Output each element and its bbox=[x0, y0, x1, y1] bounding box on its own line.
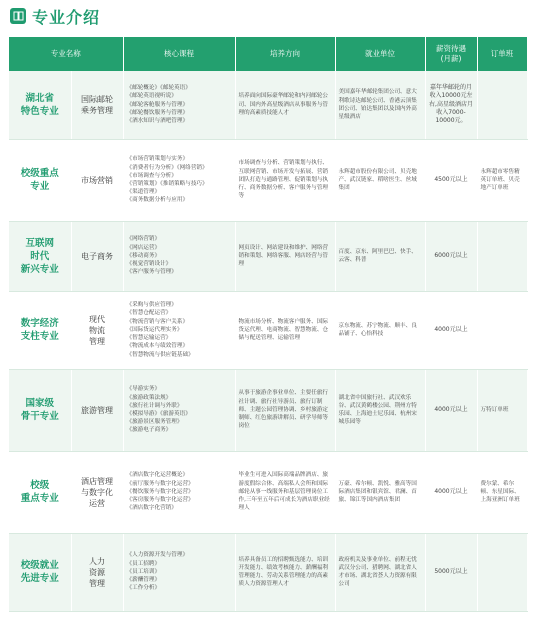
training-direction: 从事于旅游企事业单位、主要任旅行社计调、旅行社导游员、旅行订制师、主题公园管理协调、乡村旅游定制师、红色旅游讲解员、研学导师等岗位 bbox=[235, 369, 335, 451]
course-item: 《人力资源开发与管理》 bbox=[126, 552, 189, 559]
employers: 百度、京东、阿里巴巴、快手、云客、科普 bbox=[335, 221, 425, 291]
column-header: 培养方向 bbox=[235, 37, 335, 71]
table-row bbox=[9, 221, 527, 291]
core-courses bbox=[123, 71, 235, 139]
column-header: 薪资待遇 (月薪) bbox=[425, 37, 477, 71]
table-row bbox=[9, 369, 527, 451]
course-item: 《客户服务与管理》 bbox=[126, 269, 177, 276]
course-item: 《采购与供应管理》 bbox=[126, 302, 177, 309]
course-item: 《邮轮英语视听说》 bbox=[126, 93, 177, 100]
table-row bbox=[9, 291, 527, 369]
course-item: 《邮轮餐饮服务与管理》 bbox=[126, 109, 189, 116]
course-item: 《旅游电子商务》 bbox=[126, 427, 172, 434]
course-item: 《旅游景区服务管理》 bbox=[126, 419, 183, 426]
major-name: 旅游管理 bbox=[71, 369, 123, 451]
employers: 政府机关及事业单位、前程无忧武汉分公司、猎聘网、湖北省人才市场、湖北省荟人力资源有限公司 bbox=[335, 533, 425, 611]
major-name: 现代 物流 管理 bbox=[71, 291, 123, 369]
salary: 嘉年华邮轮的月收入10000元左右,高星级酒店月收入7000-10000元。 bbox=[425, 71, 477, 139]
course-item: 《智慧运输运营》 bbox=[126, 335, 172, 342]
core-courses bbox=[123, 533, 235, 611]
column-header: 核心课程 bbox=[123, 37, 235, 71]
employers: 湖北省中国旅行社、武汉欢乐谷、武汉黄鹤楼公园、荆州方特乐园、上海迪士尼乐园、杭州宋城乐园等 bbox=[335, 369, 425, 451]
course-item: 《前厅服务与数字化运营》 bbox=[126, 480, 194, 487]
course-item: 《员工培训》 bbox=[126, 568, 161, 575]
order-class: 万特订单班 bbox=[477, 369, 527, 451]
course-item: 《酒店数字化运营概论》 bbox=[126, 472, 189, 479]
section-title: 专业介绍 bbox=[32, 7, 101, 27]
course-item: 《视觉营销设计》 bbox=[126, 261, 172, 268]
training-direction: 物流市场分析、物流客户服务、国际货运代理、电商物流、智慧物流、仓储与配送管理、运输管理 bbox=[235, 291, 335, 369]
course-item: 《导游实务》 bbox=[126, 386, 161, 393]
course-item: 《员工招聘》 bbox=[126, 560, 161, 567]
table-row bbox=[9, 71, 527, 139]
course-item: 《智慧物流与供应链基础》 bbox=[126, 351, 194, 358]
course-item: 《邮轮概论》《邮轮英语》 bbox=[126, 85, 191, 92]
major-name: 酒店管理 与数字化 运营 bbox=[71, 451, 123, 533]
course-item: 《邮轮客舱服务与管理》 bbox=[126, 101, 189, 108]
feature-label: 校级 重点专业 bbox=[9, 451, 71, 533]
order-class bbox=[477, 533, 527, 611]
table-row bbox=[9, 533, 527, 611]
order-class bbox=[477, 221, 527, 291]
course-item: 《渠道管理》 bbox=[126, 189, 161, 196]
feature-label: 互联网 时代 新兴专业 bbox=[9, 221, 71, 291]
course-item: 《国际货运代理实务》 bbox=[126, 326, 183, 333]
salary: 4500元以上 bbox=[425, 139, 477, 221]
employers: 京东物流、苏宁物流、顺丰、良品铺子、心怡科技 bbox=[335, 291, 425, 369]
table-row bbox=[9, 139, 527, 221]
course-item: 《酒店数字化营销》 bbox=[126, 505, 177, 512]
order-class: 费尔蒙、希尔顿、东星国际、上海亚洲订单班 bbox=[477, 451, 527, 533]
core-courses bbox=[123, 369, 235, 451]
order-class bbox=[477, 71, 527, 139]
course-item: 《餐饮服务与数字化运营》 bbox=[126, 488, 194, 495]
core-courses bbox=[123, 291, 235, 369]
training-direction: 培养面向国际豪华邮轮和内河邮轮公司、国内外高星级酒店从事服务与管理的高素质技能人才 bbox=[235, 71, 335, 139]
course-item: 《网店运营》 bbox=[126, 244, 161, 251]
major-name: 市场营销 bbox=[71, 139, 123, 221]
course-item: 《网络营销》 bbox=[126, 236, 161, 243]
major-name: 国际邮轮 乘务管理 bbox=[71, 71, 123, 139]
course-item: 《商务数据分析与应用》 bbox=[126, 197, 189, 204]
training-direction: 市场调查与分析、营销策划与执行、互联网营销、市场开发与拓展、营销团队打造与通路管理、促销策划与执行、商务数据分析、客户服务与管理等 bbox=[235, 139, 335, 221]
course-item: 《营销策划》《推销策略与技巧》 bbox=[126, 181, 208, 187]
table-row bbox=[9, 451, 527, 533]
course-item: 《旅行社计调与外联》 bbox=[126, 402, 183, 409]
column-header: 订单班 bbox=[477, 37, 527, 71]
salary: 4000元以上 bbox=[425, 451, 477, 533]
feature-label: 校级就业 先进专业 bbox=[9, 533, 71, 611]
employers: 万豪、希尔顿、凯悦、雅高等国际酒店集团和银宾馆、君澜、首旅、锦江等国内酒店集团 bbox=[335, 451, 425, 533]
course-item: 《工作分析》 bbox=[126, 585, 161, 592]
course-item: 《旅游政策法规》 bbox=[126, 394, 172, 401]
feature-label: 湖北省 特色专业 bbox=[9, 71, 71, 139]
salary: 6000元以上 bbox=[425, 221, 477, 291]
table-header-row bbox=[9, 37, 527, 71]
course-item: 《移动商务》 bbox=[126, 252, 161, 259]
salary: 5000元以上 bbox=[425, 533, 477, 611]
core-courses bbox=[123, 221, 235, 291]
book-icon bbox=[10, 8, 26, 24]
course-item: 《物流营销与客户关系》 bbox=[126, 318, 189, 325]
feature-label: 校级重点 专业 bbox=[9, 139, 71, 221]
column-header: 专业名称 bbox=[9, 37, 123, 71]
course-item: 《客房服务与数字化运营》 bbox=[126, 497, 194, 504]
course-item: 《薪酬管理》 bbox=[126, 577, 161, 584]
core-courses bbox=[123, 139, 235, 221]
employers: 永辉超市股份有限公司、贝壳地产、武汉链家、稻啥医生、丝域集团 bbox=[335, 139, 425, 221]
feature-label: 国家级 骨干专业 bbox=[9, 369, 71, 451]
order-class bbox=[477, 291, 527, 369]
course-item: 《模拟导游》《旅游英语》 bbox=[126, 411, 191, 417]
course-item: 《物流成本与绩效管理》 bbox=[126, 343, 189, 350]
training-direction: 毕业生可进入国际高端品牌酒店、旅游度假综合体、高端私人会所和国际邮轮从事一线服务和基层管理岗位工作,三年至五年后可成长为酒店职业经理人 bbox=[235, 451, 335, 533]
course-item: 《市场调查与分析》 bbox=[126, 172, 177, 179]
order-class: 永辉超市零售精英订单班、贝壳地产订单班 bbox=[477, 139, 527, 221]
feature-label: 数字经济 支柱专业 bbox=[9, 291, 71, 369]
course-item: 《智慧仓配运营》 bbox=[126, 310, 172, 317]
course-item: 《酒水知识与酒吧管理》 bbox=[126, 118, 189, 125]
training-direction: 网页设计、网站建设和维护、网络营销和策划、网络客服、网店经营与管理 bbox=[235, 221, 335, 291]
major-table bbox=[9, 37, 528, 612]
salary: 4000元以上 bbox=[425, 369, 477, 451]
major-name: 人力 资源 管理 bbox=[71, 533, 123, 611]
column-header: 就业单位 bbox=[335, 37, 425, 71]
section-header bbox=[10, 4, 100, 28]
course-item: 《消费者行为分析》《网络营销》 bbox=[126, 164, 208, 171]
salary: 4000元以上 bbox=[425, 291, 477, 369]
training-direction: 培养具备员工的招聘甄选能力、培训开发能力、绩效考核能力、薪酬福利管理能力、劳动关系管理能力的高素质人力资源管理人才 bbox=[235, 533, 335, 611]
employers: 美国嘉年华邮轮集团公司、意大利歌诗达邮轮公司、香港云顶集团公司、铂达集团以及国内外高星级酒店 bbox=[335, 71, 425, 139]
course-item: 《市场营销策划与实务》 bbox=[126, 156, 189, 163]
major-name: 电子商务 bbox=[71, 221, 123, 291]
core-courses bbox=[123, 451, 235, 533]
